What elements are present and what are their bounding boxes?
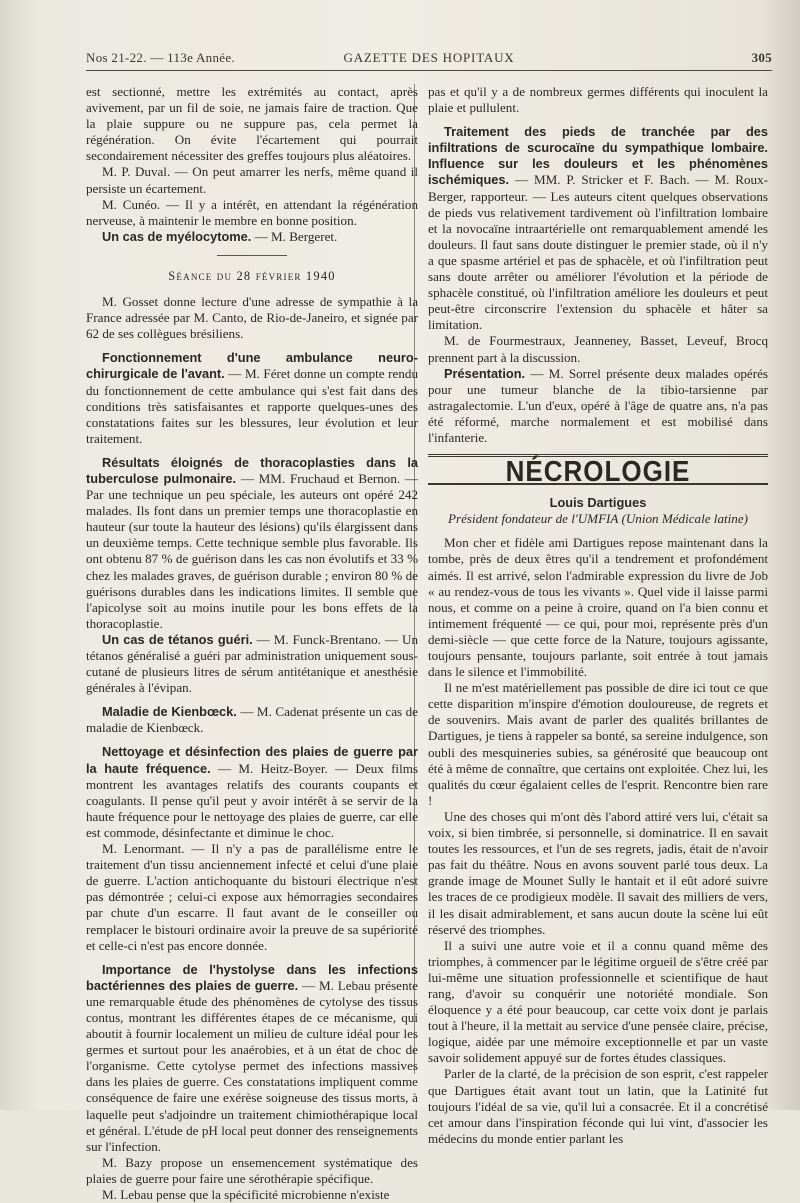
article-text: — M. Cadenat présente un cas de maladie de Kienbœck. bbox=[86, 704, 418, 736]
article-title: Fonctionnement d'une ambulance neuro-chirurgicale de l'avant. bbox=[86, 350, 418, 382]
article-text: — M. Bergeret. bbox=[251, 228, 338, 244]
necrology-heading: NÉCROLOGIE bbox=[505, 454, 691, 488]
header-rule bbox=[86, 70, 772, 71]
paragraph: Il a suivi une autre voie et il a connu quand même des triomphes, à commencer par le légitime orgueil de s'être créé par lui-même une situation professionnelle et scientifique de haut rang, d'avoir su conquérir une notoriété mondiale. Son éloquence y a été pour beaucoup, car cette voix dont je parlais tout à l'heure, il la mettait au service d'une pensée claire, précise, logique, aidée par une mémoire exceptionnelle et par un vaste savoir solidement appuyé sur de fortes études classiques. bbox=[428, 937, 768, 1066]
left-column bbox=[86, 84, 418, 1203]
article-title: Maladie de Kienbœck. bbox=[102, 704, 237, 720]
article-title: Traitement des pieds de tranchée par des infiltrations de scurocaïne du sympathique lombaire. Influence sur les douleurs et les phénomènes ischémiques. bbox=[428, 124, 768, 188]
paragraph: M. Gosset donne lecture d'une adresse de sympathie à la France adressée par M. Canto, de Rio-de-Janeiro, et signée par 62 de ses collègues brésiliens. bbox=[86, 294, 418, 342]
paragraph: M. de Fourmestraux, Jeanneney, Basset, Leveuf, Brocq prennent part à la discussion. bbox=[428, 333, 768, 365]
article-text: — M. Sorrel présente deux malades opérés pour une tumeur blanche de la tibio-tarsienne par astragalectomie. L'un d'eux, opéré à l'âge de quatre ans, n'a pas été réformé, marche normalement et est mobilisé dans l'infanterie. bbox=[428, 365, 768, 445]
article-title: Un cas de myélocytome. bbox=[102, 228, 252, 244]
article-title: Un cas de tétanos guéri. bbox=[102, 631, 253, 647]
article-text: — MM. Fruchaud et Bernon. — Par une technique un peu spéciale, les auteurs ont opéré 242 malades. Ils font dans un premier temps une thoracoplastie en hauteur (sur toute la hauteur des lésions) qu'ils élargissent dans un deuxième temps. Cette technique semble plus favorable. Ils ont obtenu 87 % de guérison dans les cas non évolutifs et 33 % chez les malades graves, de guérison durable ; environ 80 % de guérisons durables dans les indications limites. Il semble que l'apicolyse soit au moins inutile pour les bons effets de la thoracoplastie. bbox=[86, 470, 419, 631]
article-title: Présentation. bbox=[444, 365, 526, 381]
article-entry bbox=[86, 350, 418, 447]
paragraph: M. Cunéo. — Il y a intérêt, en attendant la régénération nerveuse, à maintenir le membre en bonne position. bbox=[86, 196, 418, 228]
article-entry bbox=[428, 124, 768, 333]
right-column bbox=[428, 84, 768, 1147]
page-number: 305 bbox=[751, 50, 772, 65]
obituary-name: Louis Dartigues bbox=[549, 495, 647, 511]
obituary-role: Président fondateur de l'UMFIA (Union Médicale latine) bbox=[447, 511, 748, 527]
article-text: — M. Féret donne un compte rendu du fonctionnement de cette ambulance qui s'est fait dans des conditions très satisfaisantes et rapporte quelques-unes des constatations faites sur les blessures, leur évolution et leur traitement. bbox=[86, 366, 418, 446]
article-text: — MM. P. Stricker et F. Bach. — M. Roux-Berger, rapporteur. — Les auteurs citent quelques observations de pieds vus relativement tardivement où l'infiltration lombaire et la novocaïne intraartérielle ont remarquablement amendé les douleurs. Il faut sans doute distinguer le premier stade, où il n'y a que spasme artériel et pas de sphacèle, et où l'infiltration peut sans doute arrêter ou améliorer l'évolution et la période de sphacèle constitué, où l'infiltration améliore les douleurs et peut peut-être circonscrire l'extension du sphacèle et hâter sa limitation. bbox=[428, 172, 768, 333]
article-entry bbox=[86, 962, 418, 1155]
paragraph: Il ne m'est matériellement pas possible de dire ici tout ce que cette disparition m'inspire d'émotion douloureuse, de regrets et de souvenirs. Mais avant de parler des qualités brillantes de Dartigues, je tiens à rappeler sa bonté, sa sereine indulgence, son oubli des mesquineries subies, sa générosité que beaucoup ont été à même de connaître, que certains ont exploitée. Chez lui, les qualités du cœur égalaient celles de l'esprit. Rencontre bien rare ! bbox=[428, 680, 768, 808]
paragraph: est sectionné, mettre les extrémités au contact, après avivement, par un fil de soie, ne jamais faire de traction. Que la plaie suppure ou ne suppure pas, cela permet la régénération. On évite l'écartement qui pourrait secondairement nécessiter des greffes toujours plus aléatoires. bbox=[86, 84, 418, 164]
paragraph: Une des choses qui m'ont dès l'abord attiré vers lui, c'était sa voix, si bien timbrée, si personnelle, si dominatrice. Il en savait toutes les ressources, et l'un de ses regrets, jadis, était de n'avoir pas fait du théâtre. Nous en avons souvent parlé tous deux. La grande image de Mounet Sully le hantait et il eût adoré suivre les traces de ce prodigieux modèle. Il savait des milliers de vers, il les disait admirablement, et sans aucun doute la scène lui eût réservé des triomphes. bbox=[428, 808, 768, 937]
article-title: Résultats éloignés de thoracoplasties dans la tuberculose pulmonaire. bbox=[86, 454, 418, 486]
session-heading: Séance du 28 février 1940 bbox=[168, 268, 336, 283]
article-entry bbox=[428, 366, 768, 446]
issue-number: Nos 21-22. — 113e Année. bbox=[86, 50, 235, 65]
article-text: — M. Heitz-Boyer. — Deux films montrent les avantages relatifs des courants coupants et coagulants. Il pense qu'il peut y avoir intérêt à se servir de la haute fréquence pour le nettoyage des plaies de guerre, car elle est commode, désinfectante et diminue le choc. bbox=[86, 760, 418, 840]
article-entry bbox=[86, 704, 418, 736]
paragraph: M. Bazy propose un ensemencement systématique des plaies de guerre pour faire une sérothérapie spécifique. bbox=[86, 1154, 418, 1186]
paragraph: M. P. Duval. — On peut amarrer les nerfs, même quand il persiste un écartement. bbox=[86, 164, 418, 196]
divider bbox=[217, 255, 287, 256]
paragraph: M. Lebau pense que la spécificité microbienne n'existe bbox=[102, 1187, 390, 1202]
paragraph: pas et qu'il y a de nombreux germes différents qui inoculent la plaie et pullulent. bbox=[428, 84, 768, 116]
article-text: — M. Lebau présente une remarquable étude des phénomènes de cytolyse des tissus contus, montrant les différentes étapes de ce mécanisme, qui aboutit à fournir localement un milieu de culture idéal pour les germes et surtout pour les anaérobies, et à un état de choc de l'organisme. Cette cytolyse permet des infections massives dans les plaies de guerre. Ces constatations impliquent comme conséquence de faire une exérèse soigneuse des tissus morts, à laquelle peut s'adjoindre un traitement chimiothérapique local et général. L'étude de pH local peut donner des renseignements sur l'infection. bbox=[86, 977, 418, 1154]
article-entry bbox=[86, 229, 418, 245]
article-title: Importance de l'hystolyse dans les infections bactériennes des plaies de guerre. bbox=[86, 961, 418, 993]
paragraph: Mon cher et fidèle ami Dartigues repose maintenant dans la tombe, près de deux êtres qu'il a tendrement et profondément aimés. Il est arrivé, selon l'admirable expression du livre de Job « au rendez-vous de tous les vivants ». Quel vide il laisse parmi nous, et comme on a peine à croire, quand on l'a bien connu et intimement fréquenté — ce qui, pour moi, représente près d'un demi-siècle — que cette force de la Nature, toujours agissante, toujours pensante, toujours parlante, soit entrée à tout jamais dans le silence et l'immobilité. bbox=[428, 535, 768, 680]
article-entry bbox=[86, 744, 418, 841]
journal-title: GAZETTE DES HOPITAUX bbox=[343, 50, 515, 65]
paragraph: M. Lenormant. — Il n'y a pas de parallélisme entre le traitement d'un tissu anciennement infecté et celui d'une plaie de guerre. L'action antichoquante du bistouri électrique n'est pas démontrée ; celui-ci expose aux hémorragies secondaires par chute d'un escarre. Il faut avant de le conseiller ou remplacer le bistouri ordinaire avoir la preuve de sa supériorité et celle-ci n'est pas encore donnée. bbox=[86, 841, 418, 953]
paragraph: Parler de la clarté, de la précision de son esprit, c'est rappeler que Dartigues était avant tout un latin, que la Latinité fut toujours l'idéal de sa vie, qu'il lui a consacrée. Et il a concrétisé cet amour dans l'inspiration féconde qui lui vint, d'associer les médecins du monde entier parlant les bbox=[428, 1066, 768, 1146]
article-title: Nettoyage et désinfection des plaies de guerre par la haute fréquence. bbox=[86, 744, 418, 776]
article-text: — M. Funck-Brentano. — Un tétanos généralisé a guéri par administration uniquement sous-cutané de plusieurs litres de sérum antitétanique et anesthésie générales à l'évipan. bbox=[86, 631, 418, 696]
article-entry bbox=[86, 455, 418, 632]
page-header bbox=[86, 50, 772, 70]
article-entry bbox=[86, 632, 418, 696]
